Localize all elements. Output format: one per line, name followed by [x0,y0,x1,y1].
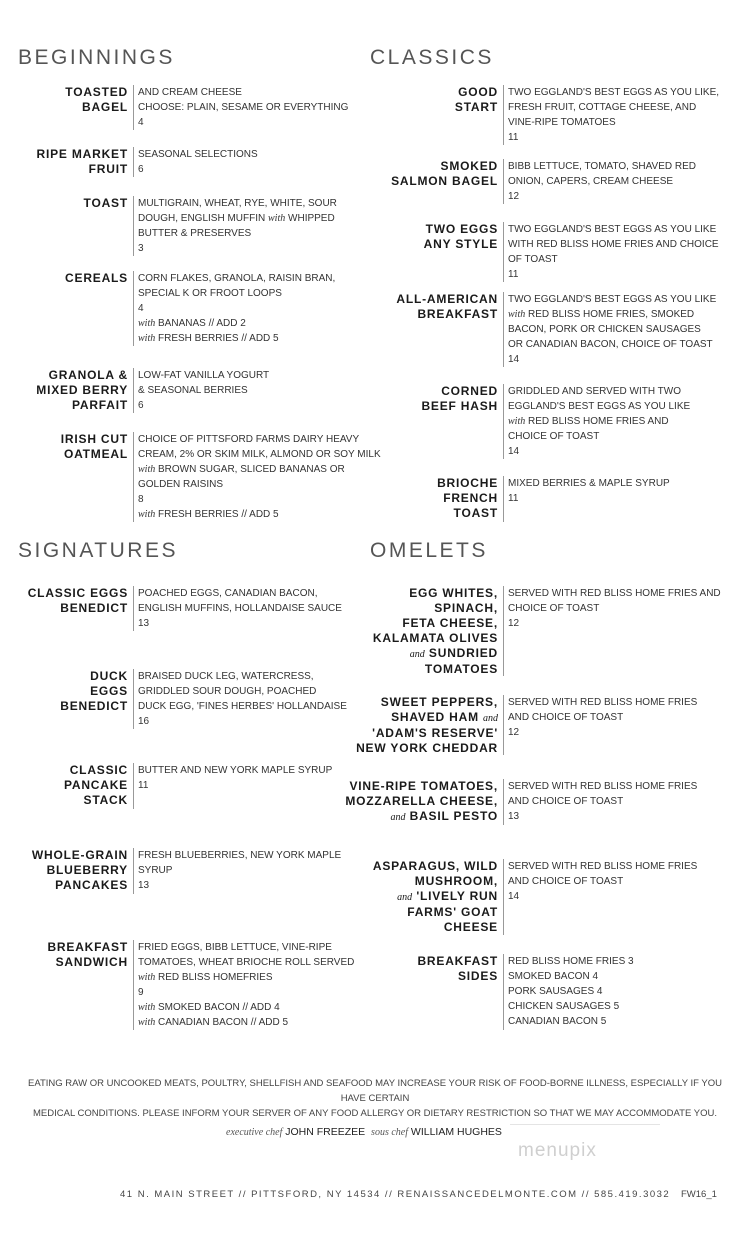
item-description: BRAISED DUCK LEG, WATERCRESS, GRIDDLED SOUR DOUGH, POACHED DUCK EGG, 'FINES HERBES' HOLLANDAISE 16 [133,669,363,729]
item-description: LOW-FAT VANILLA YOGURT & SEASONAL BERRIES 6 [133,368,363,413]
item-price: 12 [508,618,520,629]
item-name: CEREALS [65,271,128,285]
item-description: TWO EGGLAND'S BEST EGGS AS YOU LIKE, FRESH FRUIT, COTTAGE CHEESE, AND VINE-RIPE TOMATOES 11 [503,85,728,145]
item-price: 16 [138,716,150,727]
item-description: SERVED WITH RED BLISS HOME FRIES AND CHOICE OF TOAST 13 [503,779,728,825]
item-price: 6 [138,164,144,175]
item-name: VINE-RIPE TOMATOES, MOZZARELLA CHEESE, and BASIL PESTO [345,779,498,823]
item-price: 11 [508,132,519,143]
watermark-divider [510,1124,660,1125]
item-name: IRISH CUT OATMEAL [60,432,128,461]
item-name: TWO EGGS ANY STYLE [423,222,498,251]
item-description: AND CREAM CHEESE CHOOSE: PLAIN, SESAME OR EVERYTHING 4 [133,85,363,130]
item-price: 12 [508,191,520,202]
item-price: 6 [138,400,144,411]
item-name: CLASSIC PANCAKE STACK [63,763,128,807]
item-description: BUTTER AND NEW YORK MAPLE SYRUP 11 [133,763,363,809]
item-description: SERVED WITH RED BLISS HOME FRIES AND CHOICE OF TOAST 12 [503,695,728,755]
item-name: SMOKED SALMON BAGEL [391,159,498,188]
item-price: 14 [508,446,520,457]
item-name: BREAKFAST SANDWICH [47,940,128,969]
item-description: GRIDDLED AND SERVED WITH TWO EGGLAND'S BEST EGGS AS YOU LIKE with RED BLISS HOME FRIES AND CHOICE OF TOAST 14 [503,384,728,459]
item-description: SEASONAL SELECTIONS 6 [133,147,363,177]
item-description: TWO EGGLAND'S BEST EGGS AS YOU LIKE with RED BLISS HOME FRIES, SMOKED BACON, PORK OR CHICKEN SAUSAGES OR CANADIAN BACON, CHOICE OF TOAST 14 [503,292,728,367]
menupix-watermark: menupix [518,1140,597,1161]
item-price: 11 [508,269,519,280]
section-title-signatures: SIGNATURES [18,539,178,562]
item-price: 11 [138,780,149,791]
item-description: CHOICE OF PITTSFORD FARMS DAIRY HEAVY CREAM, 2% OR SKIM MILK, ALMOND OR SOY MILK with BROWN SUGAR, SLICED BANANAS OR GOLDEN RAISINS 8 with FRESH BERRIES // ADD 5 [133,432,363,522]
allergy-disclaimer: EATING RAW OR UNCOOKED MEATS, POULTRY, SHELLFISH AND SEAFOOD MAY INCREASE YOUR RISK OF FOOD-BORNE ILLNESS, ESPECIALLY IF YOU HAVE CERTAIN MEDICAL CONDITIONS. PLEASE INFORM YOUR SERVER OF ANY FOOD ALLERGY OR DIETARY RESTRICTION SO THAT WE MAY ACCOMMODATE YOU. [27,1078,722,1119]
item-description: FRESH BLUEBERRIES, NEW YORK MAPLE SYRUP 13 [133,848,363,894]
item-price: 13 [508,811,520,822]
item-price: 14 [508,354,520,365]
item-price: 8 [138,494,144,505]
item-description: MIXED BERRIES & MAPLE SYRUP 11 [503,476,728,522]
restaurant-contact-footer: 41 N. MAIN STREET // PITTSFORD, NY 14534 // RENAISSANCEDELMONTE.COM // 585.419.3032 [120,1189,671,1200]
item-price: 13 [138,618,150,629]
item-description: BIBB LETTUCE, TOMATO, SHAVED RED ONION, CAPERS, CREAM CHEESE 12 [503,159,728,204]
menu-item-two-eggs-any-style [0,222,728,282]
menu-code: FW16_1 [681,1189,717,1200]
menu-item-sweet-peppers-omelet [0,695,728,756]
item-price: 13 [138,880,150,891]
item-price: 12 [508,727,520,738]
item-name: BREAKFAST SIDES [417,954,498,983]
item-price: 14 [508,891,520,902]
item-description: MULTIGRAIN, WHEAT, RYE, WHITE, SOUR DOUGH, ENGLISH MUFFIN with WHIPPED BUTTER & PRESERVES 3 [133,196,363,256]
item-name: CLASSIC EGGS BENEDICT [27,586,128,615]
item-price: 4 [138,303,144,314]
item-name: GOOD START [454,85,498,114]
item-name: CORNED BEEF HASH [421,384,498,413]
menu-item-good-start [0,85,728,145]
item-name: DUCK EGGS BENEDICT [60,669,128,713]
section-title-beginnings: BEGINNINGS [18,46,175,69]
item-price: 9 [138,987,144,998]
menu-item-corned-beef-hash [0,384,728,459]
item-name: RIPE MARKET FRUIT [36,147,128,176]
item-name: BRIOCHE FRENCH TOAST [437,476,498,520]
section-title-omelets: OMELETS [370,539,488,562]
item-price: 4 [138,117,144,128]
item-price: 11 [508,493,519,504]
menu-item-breakfast-sides [0,954,728,1030]
menu-item-asparagus-omelet [0,859,728,935]
item-name: GRANOLA & MIXED BERRY PARFAIT [36,368,128,412]
item-description: SERVED WITH RED BLISS HOME FRIES AND CHOICE OF TOAST 12 [503,586,728,676]
item-name: EGG WHITES, SPINACH, FETA CHEESE, KALAMATA OLIVES and SUNDRIED TOMATOES [372,586,498,676]
menu-item-smoked-salmon-bagel [0,159,728,204]
menu-item-brioche-french-toast [0,476,728,522]
item-price: 3 [138,243,144,254]
item-description: CORN FLAKES, GRANOLA, RAISIN BRAN, SPECIAL K OR FROOT LOOPS 4 with BANANAS // ADD 2 with FRESH BERRIES // ADD 5 [133,271,363,346]
menu-item-vine-ripe-tomatoes-omelet [0,779,728,825]
item-name: TOAST [83,196,128,210]
item-name: WHOLE-GRAIN BLUEBERRY PANCAKES [31,848,128,892]
item-description: RED BLISS HOME FRIES 3 SMOKED BACON 4 PORK SAUSAGES 4 CHICKEN SAUSAGES 5 CANADIAN BACON 5 [503,954,728,1030]
item-description: FRIED EGGS, BIBB LETTUCE, VINE-RIPE TOMATOES, WHEAT BRIOCHE ROLL SERVED with RED BLISS HOMEFRIES 9 with SMOKED BACON // ADD 4 with CANADIAN BACON // ADD 5 [133,940,363,1030]
section-title-classics: CLASSICS [370,46,494,69]
item-name: ALL-AMERICAN BREAKFAST [396,292,498,321]
item-name: TOASTED BAGEL [65,85,128,114]
chef-credits: executive chef JOHN FREEZEE sous chef WILLIAM HUGHES [226,1126,502,1138]
item-name: ASPARAGUS, WILD MUSHROOM, and 'LIVELY RUN FARMS' GOAT CHEESE [372,859,498,934]
item-description: SERVED WITH RED BLISS HOME FRIES AND CHOICE OF TOAST 14 [503,859,728,935]
menu-item-egg-white-omelet [0,586,728,677]
menu-item-all-american-breakfast [0,292,728,367]
item-name: SWEET PEPPERS, SHAVED HAM and 'ADAM'S RESERVE' NEW YORK CHEDDAR [356,695,498,755]
item-description: POACHED EGGS, CANADIAN BACON, ENGLISH MUFFINS, HOLLANDAISE SAUCE 13 [133,586,363,631]
item-description: TWO EGGLAND'S BEST EGGS AS YOU LIKE WITH RED BLISS HOME FRIES AND CHOICE OF TOAST 11 [503,222,728,282]
